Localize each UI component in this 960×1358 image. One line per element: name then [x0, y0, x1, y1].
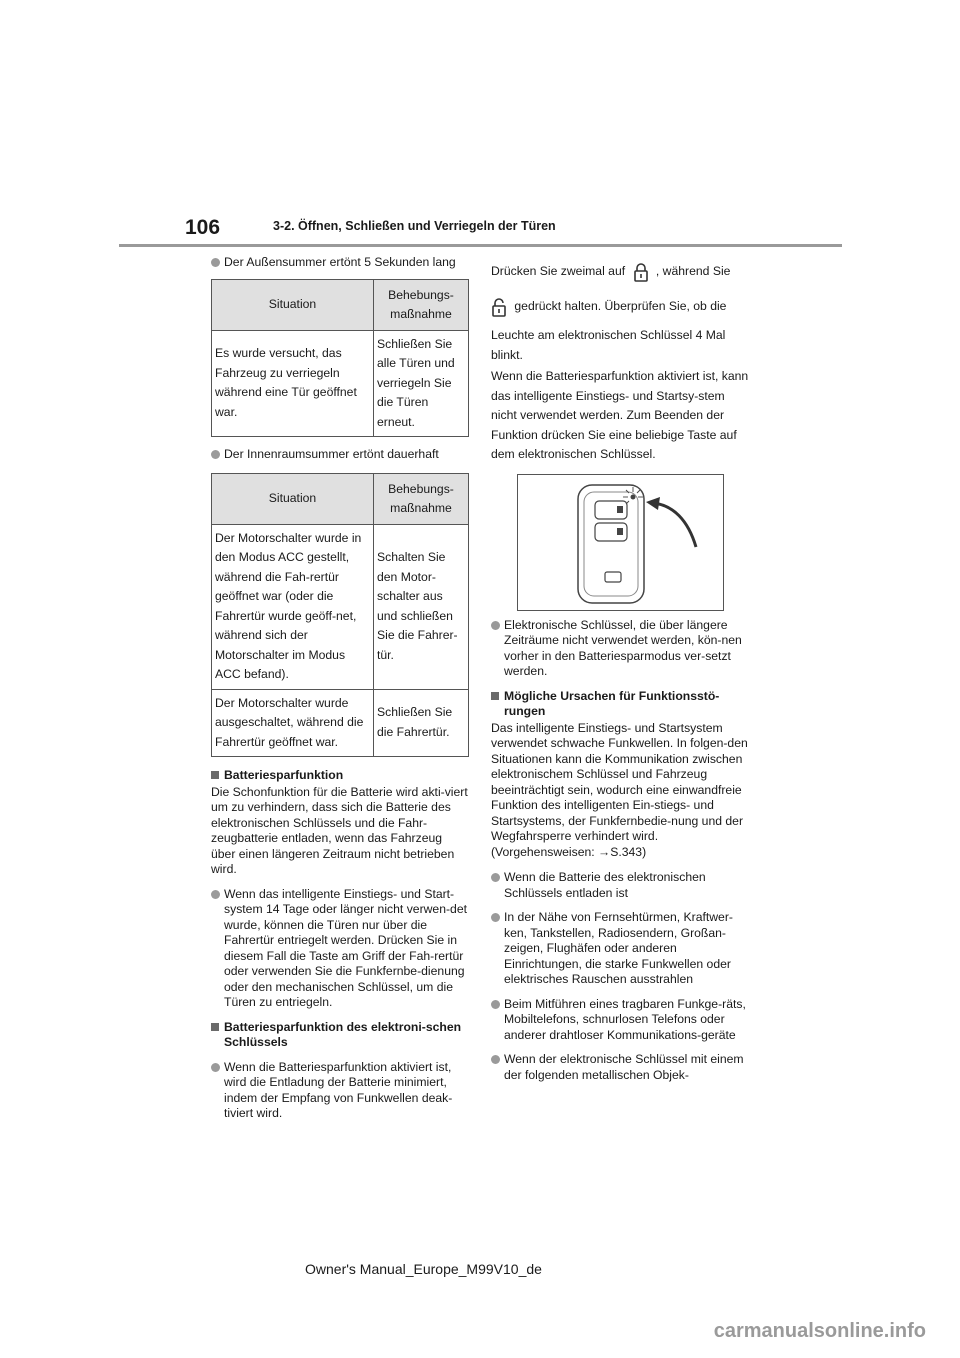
paragraph-possible-causes: Das intelligente Einstiegs- und Startsystem verwendet schwache Funkwellen. In folgen-den Situationen kann die Kommunikation zwischen elektronischem Schlüssel und Fahrzeug beeinträchtigt sein, wodurch eine einwandfreie Funktion des intelligenten Ein-stiegs- und Startsystems, der Funkfernbedie-nung und der Wegfahrsperre verhindert wird. (Vorgehensweisen: →S.343) [491, 720, 748, 859]
key-fob-illustration [518, 475, 723, 610]
remedy-header-text: Behebungs- maßnahme [388, 481, 454, 515]
paragraph-battery-saving: Die Schonfunktion für die Batterie wird akti-viert um zu verhindern, dass sich die Batterie des elektronischen Schlüssels und die Fahr-zeugbatterie entladen, wenn das Fahrzeug über einen längeren Zeitraum nicht betrieben wird. [211, 784, 468, 876]
intro-text-a: Drücken Sie zweimal auf [491, 264, 626, 279]
table-outer-buzzer [211, 279, 469, 438]
table-header-situation: Situation [212, 279, 374, 330]
table-inner-buzzer [211, 473, 469, 758]
bullet-14-days: Wenn das intelligente Einstiegs- und Start-system 14 Tage oder länger nicht verwen-det wurde, können die Türen nur über die Fahrertür entriegelt werden. Drücken Sie in diesem Fall die Taste am Griff der Fah-rertür oder verwenden Sie die Funkfernbe-dienung oder den mechanischen Schlüssel, um die Türen zu entriegeln. [211, 887, 469, 1011]
intro-line-1 [491, 262, 753, 289]
table-header-situation: Situation [212, 473, 374, 524]
table-cell-situation: Der Motorschalter wurde in den Modus ACC gestellt, während die Fah-rertür geöffnet war (oder die Fahrertür wurde geöff-net, während sich der Motorschalter im Modus ACC befand). [212, 524, 374, 689]
key-fob-figure [517, 474, 724, 611]
table-row [212, 330, 469, 437]
table-cell-remedy: Schalten Sie den Motor-schalter aus und schließen Sie die Fahrer-tür. [374, 524, 469, 689]
left-column [211, 255, 469, 1122]
watermark-text: carmanualsonline.info [713, 1320, 926, 1342]
table-header-remedy [374, 279, 469, 330]
bullet-outer-buzzer: Der Außensummer ertönt 5 Sekunden lang [211, 255, 469, 271]
table-row [212, 524, 469, 689]
table-header-row [212, 279, 469, 330]
heading-battery-saving: Batteriesparfunktion [211, 768, 469, 784]
page-number: 106 [185, 216, 221, 239]
bullet-key-battery-saving: Wenn die Batteriesparfunktion aktiviert ist, wird die Entladung der Batterie minimiert, indem der Empfang von Funkwellen deak-tiviert wird. [211, 1060, 469, 1122]
lock-icon [633, 262, 649, 282]
unlock-icon [491, 297, 507, 317]
bullet-long-unused-keys: Elektronische Schlüssel, die über längere Zeiträume nicht verwendet werden, kön-nen vorher in den Batteriesparmodus ver-setzt werden. [491, 618, 753, 680]
bullet-metal-objects: Wenn der elektronische Schlüssel mit einem der folgenden metallischen Objek- [491, 1052, 753, 1083]
table-header-row [212, 473, 469, 524]
bullet-radio-towers: In der Nähe von Fernsehtürmen, Kraftwer-ken, Tankstellen, Radiosendern, Großan-zeigen, Flughäfen oder anderen Einrichtungen, die starke Funkwellen oder elektrisches Rauschen ausstrahlen [491, 910, 753, 988]
bullet-inner-buzzer: Der Innenraumsummer ertönt dauerhaft [211, 447, 469, 463]
table-cell-situation: Der Motorschalter wurde ausgeschaltet, während die Fahrertür geöffnet war. [212, 689, 374, 757]
intro-text-b: , während Sie [655, 264, 731, 279]
intro-text-d: Leuchte am elektronischen Schlüssel 4 Mal blinkt. [491, 328, 726, 362]
intro-text-c: gedrückt halten. Überprüfen Sie, ob die [514, 299, 727, 314]
heading-possible-causes: Mögliche Ursachen für Funktionsstö-rungen [491, 689, 753, 720]
table-cell-remedy: Schließen Sie alle Türen und verriegeln Sie die Türen erneut. [374, 330, 469, 437]
right-column [491, 262, 753, 1083]
remedy-header-text: Behebungs- maßnahme [388, 287, 454, 321]
bullet-portable-radio: Beim Mitführen eines tragbaren Funkge-räts, Mobiltelefons, schnurlosen Telefons oder anderer drahtloser Kommunikations-geräte [491, 997, 753, 1044]
section-title: 3-2. Öffnen, Schließen und Verriegeln der Türen [273, 219, 556, 233]
intro-line-2 [491, 297, 753, 324]
table-row [212, 689, 469, 757]
table-cell-situation: Es wurde versucht, das Fahrzeug zu verriegeln während eine Tür geöffnet war. [212, 330, 374, 437]
table-cell-remedy: Schließen Sie die Fahrertür. [374, 689, 469, 757]
header-rule [119, 244, 842, 247]
bullet-battery-empty: Wenn die Batterie des elektronischen Schlüssels entladen ist [491, 870, 753, 901]
intro-text-e: Wenn die Batteriesparfunktion aktiviert ist, kann das intelligente Einstiegs- und Startsy-stem nicht verwendet werden. Zum Beenden der Funktion drücken Sie eine beliebige Taste auf dem elektronischen Schlüssel. [491, 369, 749, 461]
heading-key-battery-saving: Batteriesparfunktion des elektroni-schen Schlüssels [211, 1020, 469, 1051]
table-header-remedy [374, 473, 469, 524]
footer-text: Owner's Manual_Europe_M99V10_de [305, 1261, 542, 1277]
